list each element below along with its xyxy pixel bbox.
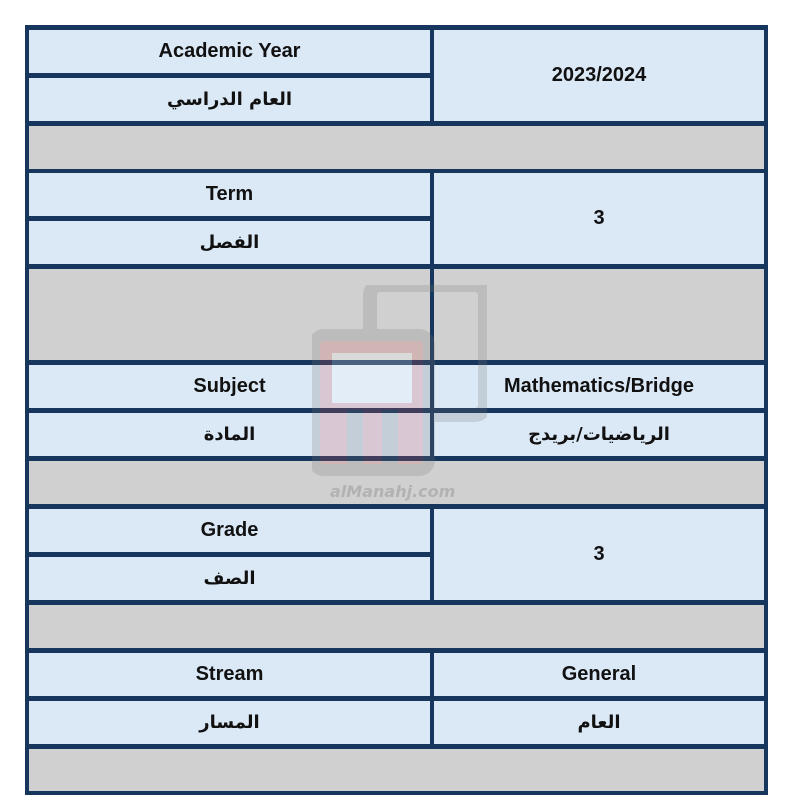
- stream-value-en: General: [434, 653, 764, 696]
- separator-row: [29, 126, 764, 169]
- subject-value-ar: الرياضيات/بريدج: [434, 413, 764, 456]
- term-label-en: Term: [29, 173, 430, 216]
- term-label-ar: الفصل: [29, 221, 430, 264]
- grade-label-ar: الصف: [29, 557, 430, 600]
- watermark-text: alManahj.com: [330, 482, 456, 501]
- separator-row: [29, 749, 764, 791]
- grade-label-en: Grade: [29, 509, 430, 552]
- subject-label-ar: المادة: [29, 413, 430, 456]
- watermark-logo: [312, 285, 487, 505]
- academic-year-label-ar: العام الدراسي: [29, 78, 430, 121]
- subject-value-en: Mathematics/Bridge: [434, 365, 764, 408]
- academic-year-value: 2023/2024: [434, 30, 764, 121]
- stream-value-ar: العام: [434, 701, 764, 744]
- separator-row: [29, 605, 764, 648]
- academic-year-label-en: Academic Year: [29, 30, 430, 73]
- grade-value: 3: [434, 509, 764, 600]
- term-value: 3: [434, 173, 764, 264]
- subject-label-en: Subject: [29, 365, 430, 408]
- stream-label-ar: المسار: [29, 701, 430, 744]
- stream-label-en: Stream: [29, 653, 430, 696]
